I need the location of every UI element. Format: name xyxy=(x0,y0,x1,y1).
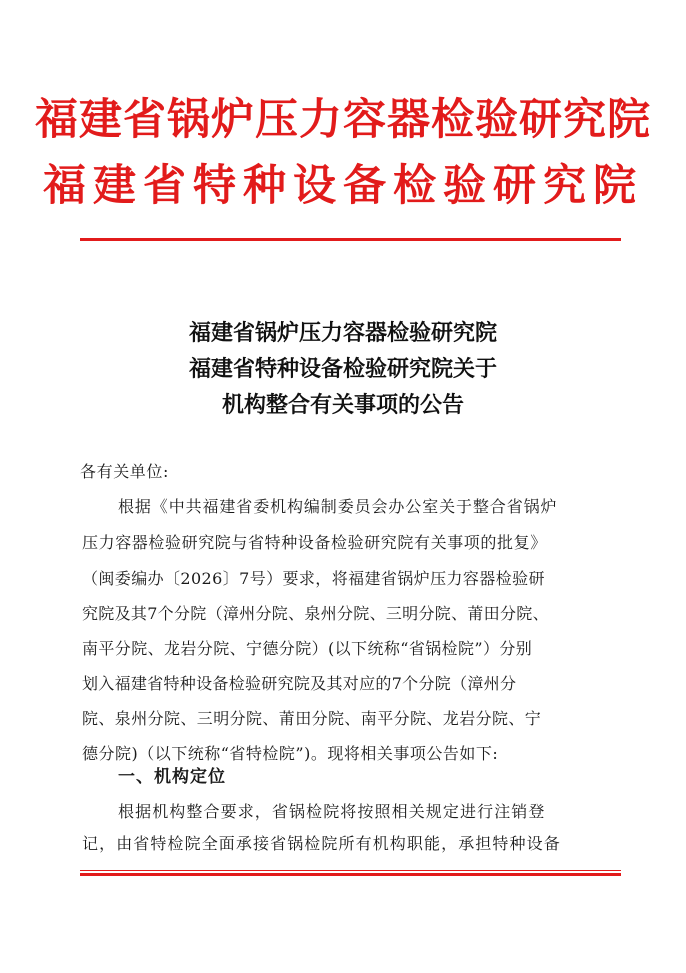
notice-title-line-3: 机构整合有关事项的公告 xyxy=(221,392,464,418)
salutation: 各有关单位: xyxy=(80,462,169,481)
paragraph-line: 记，由省特检院全面承接省锅检院所有机构职能，承担特种设备 xyxy=(82,834,561,853)
letterhead-org-line-2: 福建省特种设备检验研究院 xyxy=(43,161,643,211)
paragraph-line: （闽委编办〔2026〕7号）要求，将福建省锅炉压力容器检验研 xyxy=(82,569,545,588)
paragraph-line: 院、泉州分院、三明分院、莆田分院、南平分院、龙岩分院、宁 xyxy=(82,709,542,728)
paragraph-line: 南平分院、龙岩分院、宁德分院）(以下统称“省锅检院”）分别 xyxy=(82,639,533,658)
paragraph-line: 根据机构整合要求，省锅检院将按照相关规定进行注销登 xyxy=(118,802,546,821)
footer-red-rule-thick xyxy=(80,873,621,876)
paragraph-line: 划入福建省特种设备检验研究院及其对应的7个分院（漳州分 xyxy=(82,674,517,693)
footer-red-rule-thin xyxy=(80,870,621,871)
letterhead-red-rule xyxy=(80,238,621,241)
paragraph-line: 究院及其7个分院（漳州分院、泉州分院、三明分院、莆田分院、 xyxy=(82,604,549,623)
notice-title-line-1: 福建省锅炉压力容器检验研究院 xyxy=(188,320,497,346)
paragraph-line: 根据《中共福建省委机构编制委员会办公室关于整合省锅炉 xyxy=(118,497,558,516)
notice-title-line-2: 福建省特种设备检验研究院关于 xyxy=(188,356,497,382)
letterhead-org-line-1: 福建省锅炉压力容器检验研究院 xyxy=(35,95,651,145)
paragraph-line: 压力容器检验研究院与省特种设备检验研究院有关事项的批复》 xyxy=(82,533,547,552)
section-heading: 一、机构定位 xyxy=(118,767,226,787)
paragraph-line: 德分院)（以下统称“省特检院”)。现将相关事项公告如下: xyxy=(82,744,499,763)
